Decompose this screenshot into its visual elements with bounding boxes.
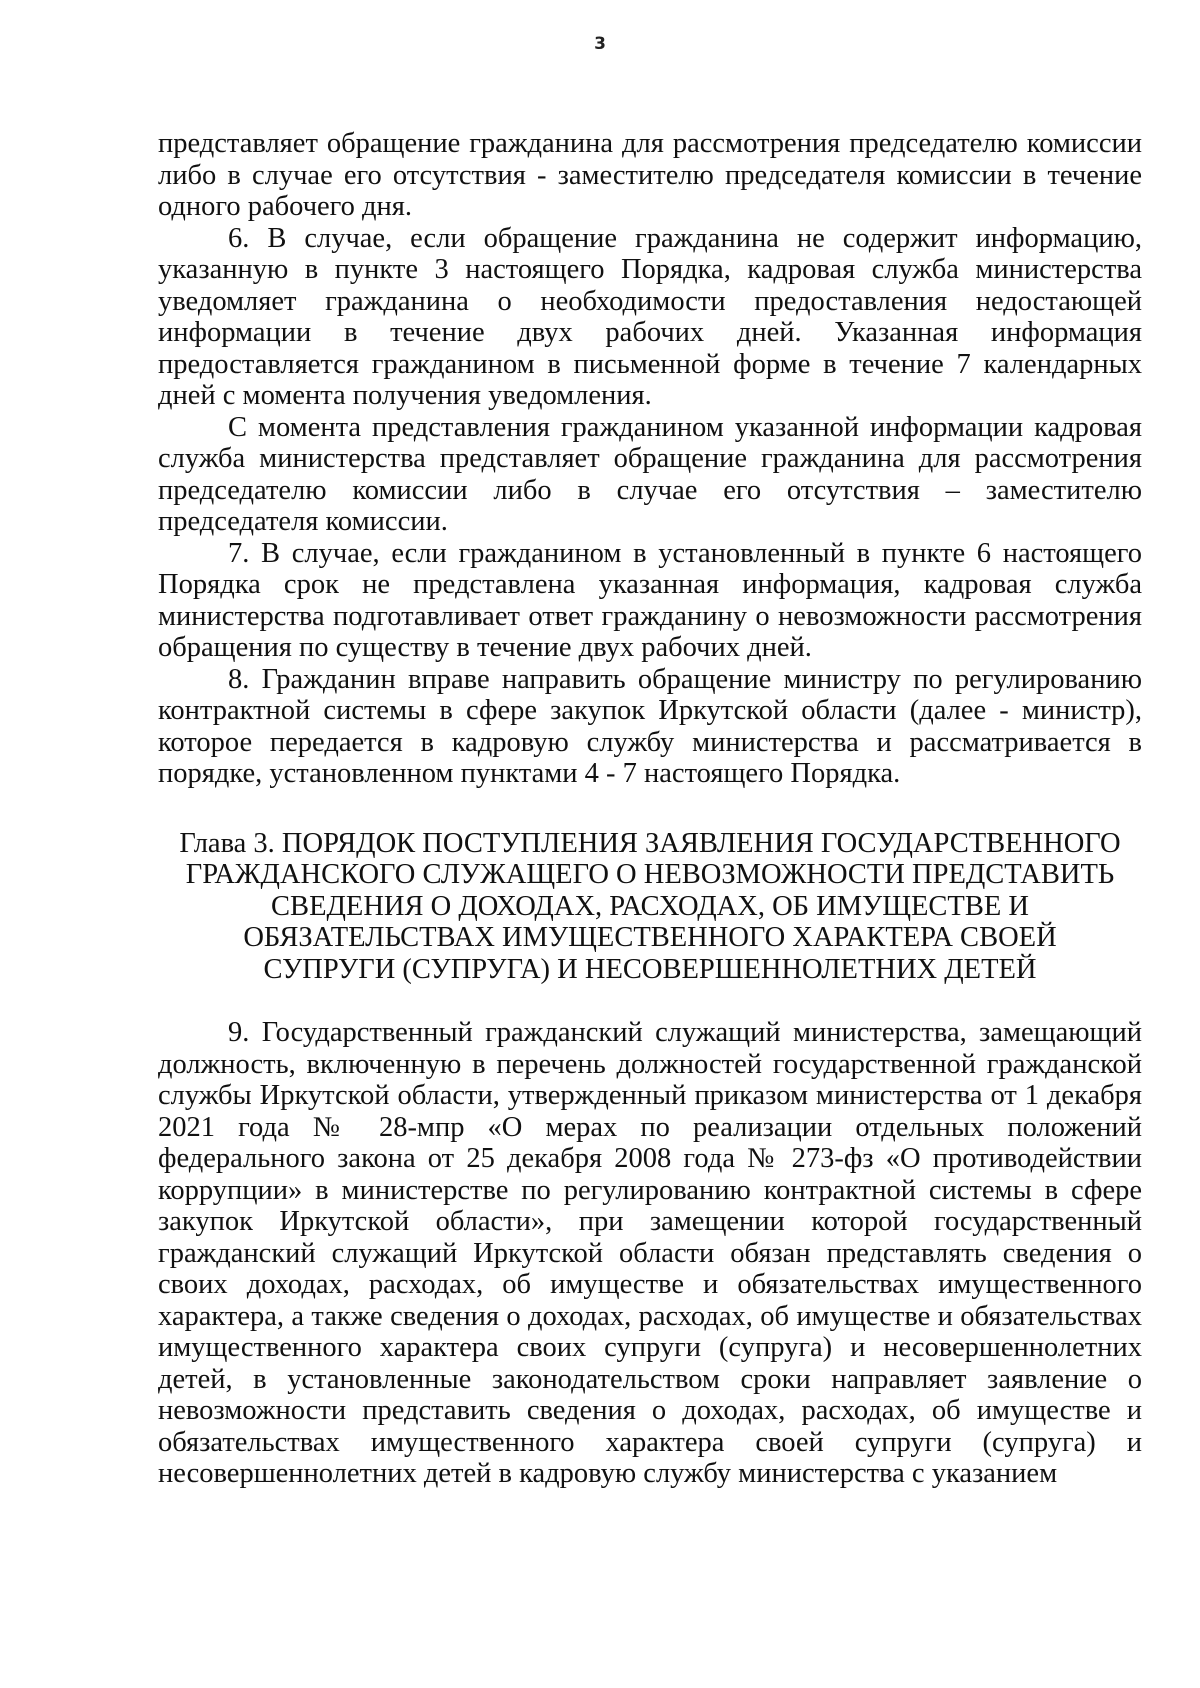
paragraph-item-6: 6. В случае, если обращение гражданина не содержит информацию, указанную в пункте 3 настоящего Порядка, кадровая служба министерства уведомляет гражданина о необходимости предоставления недостающей информации в течение двух рабочих дней. Указанная информация предоставляется гражданином в письменной форме в течение 7 календарных дней с момента получения уведомления. <box>158 222 1142 411</box>
page-number: 3 <box>594 34 606 54</box>
paragraph-item-6-continued: С момента представления гражданином указанной информации кадровая служба министерства представляет обращение гражданина для рассмотрения председателю комиссии либо в случае его отсутствия – заместителю председателя комиссии. <box>158 411 1142 537</box>
paragraph-item-8: 8. Гражданин вправе направить обращение министру по регулированию контрактной системы в сфере закупок Иркутской области (далее - министр), которое передается в кадровую службу министерства и рассматривается в порядке, установленном пунктами 4 - 7 настоящего Порядка. <box>158 663 1142 789</box>
paragraph-continuation: представляет обращение гражданина для рассмотрения председателю комиссии либо в случае его отсутствия - заместителю председателя комиссии в течение одного рабочего дня. <box>158 128 1142 222</box>
paragraph-item-7: 7. В случае, если гражданином в установленный в пункте 6 настоящего Порядка срок не представлена указанная информация, кадровая служба министерства подготавливает ответ гражданину о невозможности рассмотрения обращения по существу в течение двух рабочих дней. <box>158 537 1142 663</box>
document-body <box>158 128 1142 1490</box>
paragraph-item-9: 9. Государственный гражданский служащий министерства, замещающий должность, включенную в перечень должностей государственной гражданской службы Иркутской области, утвержденный приказом министерства от 1 декабря 2021 года № 28-мпр «О мерах по реализации отдельных положений федерального закона от 25 декабря 2008 года № 273-фз «О противодействии коррупции» в министерстве по регулированию контрактной системы в сфере закупок Иркутской области», при замещении которой государственный гражданский служащий Иркутской области обязан представлять сведения о своих доходах, расходах, об имуществе и обязательствах имущественного характера, а также сведения о доходах, расходах, об имуществе и обязательствах имущественного характера своих супруги (супруга) и несовершеннолетних детей, в установленные законодательством сроки направляет заявление о невозможности представить сведения о доходах, расходах, об имуществе и обязательствах имущественного характера своей супруги (супруга) и несовершеннолетних детей в кадровую службу министерства с указанием <box>158 1017 1142 1489</box>
chapter-heading: Глава 3. ПОРЯДОК ПОСТУПЛЕНИЯ ЗАЯВЛЕНИЯ ГОСУДАРСТВЕННОГО ГРАЖДАНСКОГО СЛУЖАЩЕГО О НЕВОЗМОЖНОСТИ ПРЕДСТАВИТЬ СВЕДЕНИЯ О ДОХОДАХ, РАСХОДАХ, ОБ ИМУЩЕСТВЕ И ОБЯЗАТЕЛЬСТВАХ ИМУЩЕСТВЕННОГО ХАРАКТЕРА СВОЕЙ СУПРУГИ (СУПРУГА) И НЕСОВЕРШЕННОЛЕТНИХ ДЕТЕЙ <box>179 827 1121 985</box>
